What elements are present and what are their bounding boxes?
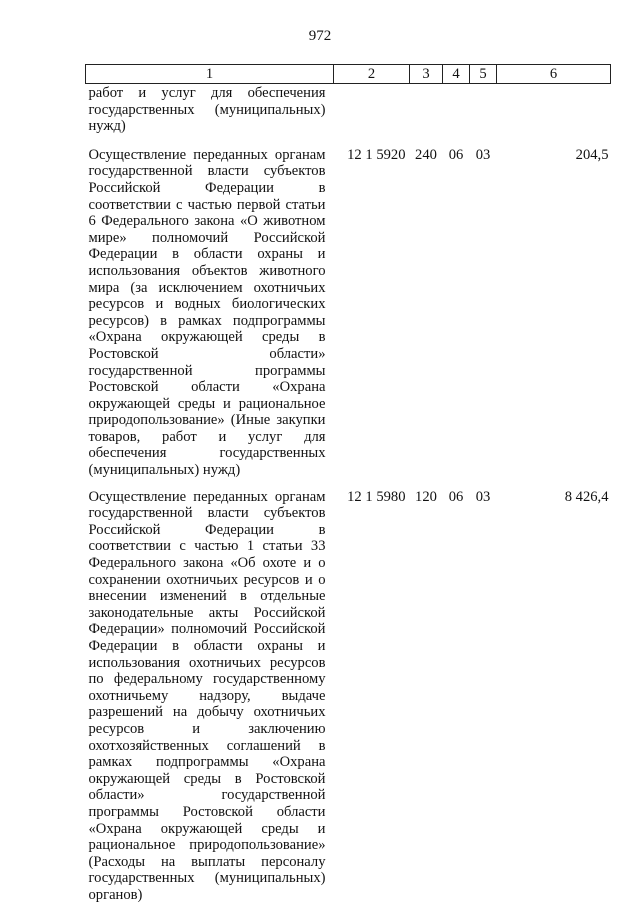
column-header-2: 2 bbox=[334, 65, 410, 84]
page-number: 972 bbox=[308, 28, 332, 44]
row-subsection: 03 bbox=[475, 488, 491, 505]
row-amount bbox=[497, 84, 611, 135]
row-subsection: 03 bbox=[475, 146, 491, 163]
row-description: Осуществление переданных органам государственной власти субъектов Российской Федерации в соответствии с частью 1 статьи 33 Федерального закона «Об охоте и о сохранении охотничьих ресурсов и о внесении изменений в отдельные законодательные акты Российской Федерации» полномочий Российской Федерации в области охраны и использования охотничьих ресурсов по федеральному государственному охотничьему надзору, выдаче разрешений на добычу охотничьих ресурсов и заключению охотхозяйственных соглашений в рамках подпрограммы «Охрана окружающей среды в Ростовской области» государственной программы Ростовской области «Охрана окружающей среды и рациональное природопользование» (Расходы на выплаты персоналу государственных (муниципальных) органов) bbox=[88, 488, 326, 903]
column-header-3: 3 bbox=[410, 65, 443, 84]
row-description: работ и услуг для обеспечения государственных (муниципальных) нужд) bbox=[88, 85, 326, 135]
row-section bbox=[443, 84, 470, 135]
table-row bbox=[86, 479, 611, 904]
row-target-code: 12 1 5980 bbox=[347, 488, 406, 505]
row-target-code: 12 1 5920 bbox=[347, 146, 406, 163]
column-header-6: 6 bbox=[497, 65, 611, 84]
row-amount: 8 426,4 bbox=[564, 488, 609, 505]
column-header-4: 4 bbox=[443, 65, 470, 84]
row-section: 06 bbox=[448, 488, 464, 505]
row-amount: 204,5 bbox=[575, 146, 609, 163]
row-target-code bbox=[334, 84, 410, 135]
row-expense-type bbox=[410, 84, 443, 135]
row-expense-type: 120 bbox=[415, 488, 437, 505]
row-subsection bbox=[470, 84, 497, 135]
row-expense-type: 240 bbox=[415, 146, 437, 163]
column-header-1: 1 bbox=[86, 65, 334, 84]
column-header-5: 5 bbox=[470, 65, 497, 84]
row-description: Осуществление переданных органам государственной власти субъектов Российской Федерации в соответствии с частью первой статьи 6 Федерального закона «О животном мире» полномочий Российской Федерации в области охраны и использования объектов животного мира (за исключением охотничьих ресурсов и водных биологических ресурсов) в рамках подпрограммы «Охрана окружающей среды в Ростовской области» государственной программы Ростовской области «Охрана окружающей среды и рациональное природопользование» (Иные закупки товаров, работ и услуг для обеспечения государственных (муниципальных) нужд) bbox=[88, 146, 326, 479]
table-header-row bbox=[86, 65, 611, 84]
row-section: 06 bbox=[448, 146, 464, 163]
table-row bbox=[86, 135, 611, 479]
budget-table bbox=[85, 64, 611, 904]
table-row bbox=[86, 84, 611, 135]
